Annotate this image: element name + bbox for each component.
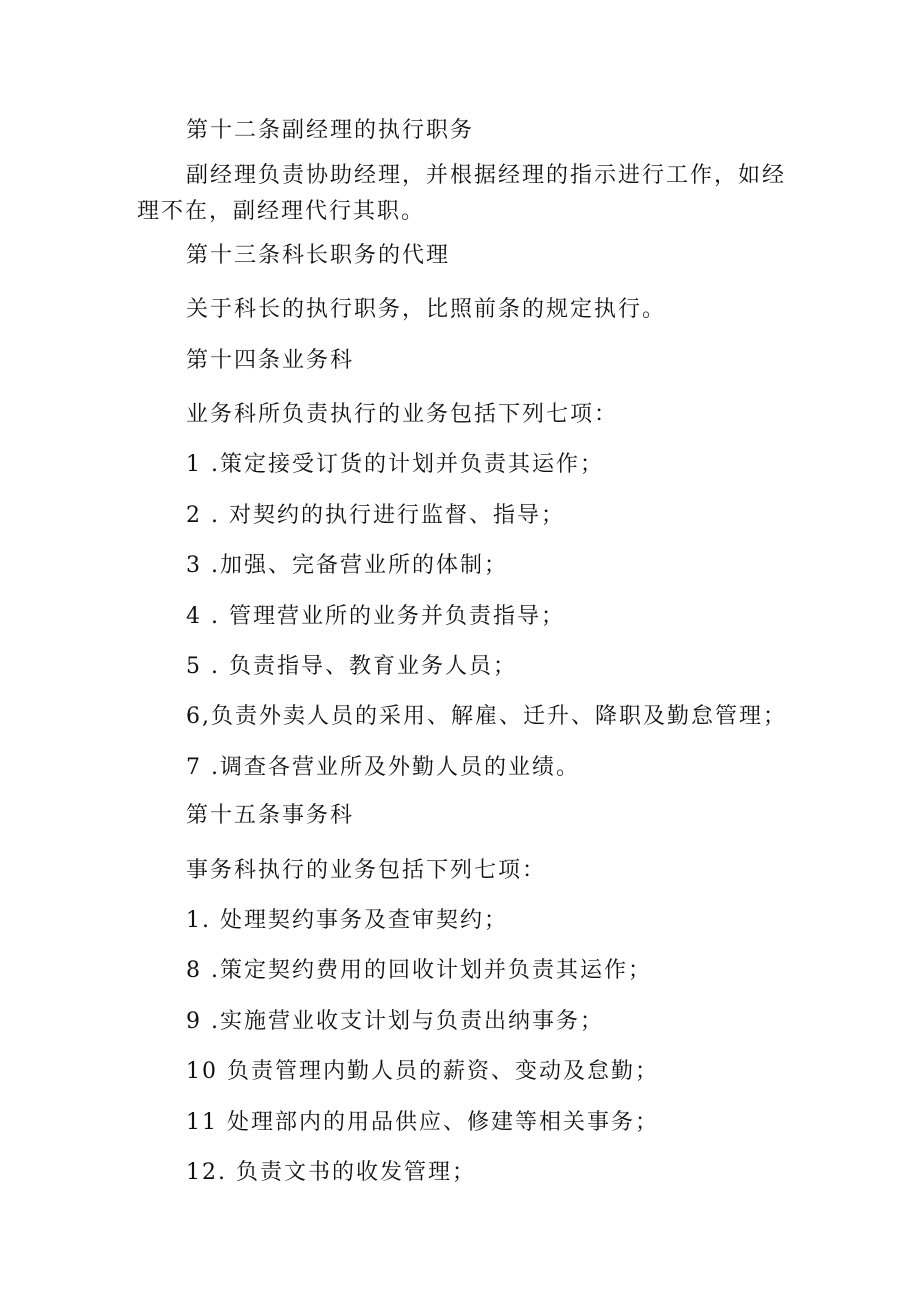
list-item: 12. 负责文书的收发管理； [186, 1160, 476, 1185]
article-13-heading: 第十三条科长职务的代理 [186, 243, 451, 268]
list-item: 7 .调查各营业所及外勤人员的业绩。 [186, 755, 580, 780]
list-item: 10 负责管理内勤人员的薪资、变动及怠勤； [186, 1059, 659, 1084]
article-15-intro: 事务科执行的业务包括下列七项： [186, 858, 547, 883]
article-12-body: 副经理负责协助经理，并根据经理的指示进行工作，如经理不在，副经理代行其职。 [137, 163, 787, 224]
list-item: 1. 处理契约事务及查审契约； [186, 908, 508, 933]
article-13-body: 关于科长的执行职务，比照前条的规定执行。 [186, 297, 667, 322]
list-item: 4 . 管理营业所的业务并负责指导； [186, 604, 565, 629]
list-item: 9 .实施营业收支计划与负责出纳事务； [186, 1009, 604, 1034]
article-12-heading: 第十二条副经理的执行职务 [186, 118, 475, 143]
article-14-heading: 第十四条业务科 [186, 348, 355, 373]
article-15-heading: 第十五条事务科 [186, 803, 355, 828]
list-item: 1 .策定接受订货的计划并负责其运作； [186, 452, 604, 477]
list-item: 8 .策定契约费用的回收计划并负责其运作； [186, 958, 652, 983]
article-14-intro: 业务科所负责执行的业务包括下列七项： [186, 402, 619, 427]
list-item: 5 . 负责指导、教育业务人员； [186, 654, 517, 679]
list-item: 6,负责外卖人员的采用、解雇、迁升、降职及勤怠管理； [186, 704, 787, 729]
list-item: 11 处理部内的用品供应、修建等相关事务； [186, 1110, 659, 1135]
list-item: 3 .加强、完备营业所的体制； [186, 553, 508, 578]
list-item: 2 . 对契约的执行进行监督、指导； [186, 503, 565, 528]
